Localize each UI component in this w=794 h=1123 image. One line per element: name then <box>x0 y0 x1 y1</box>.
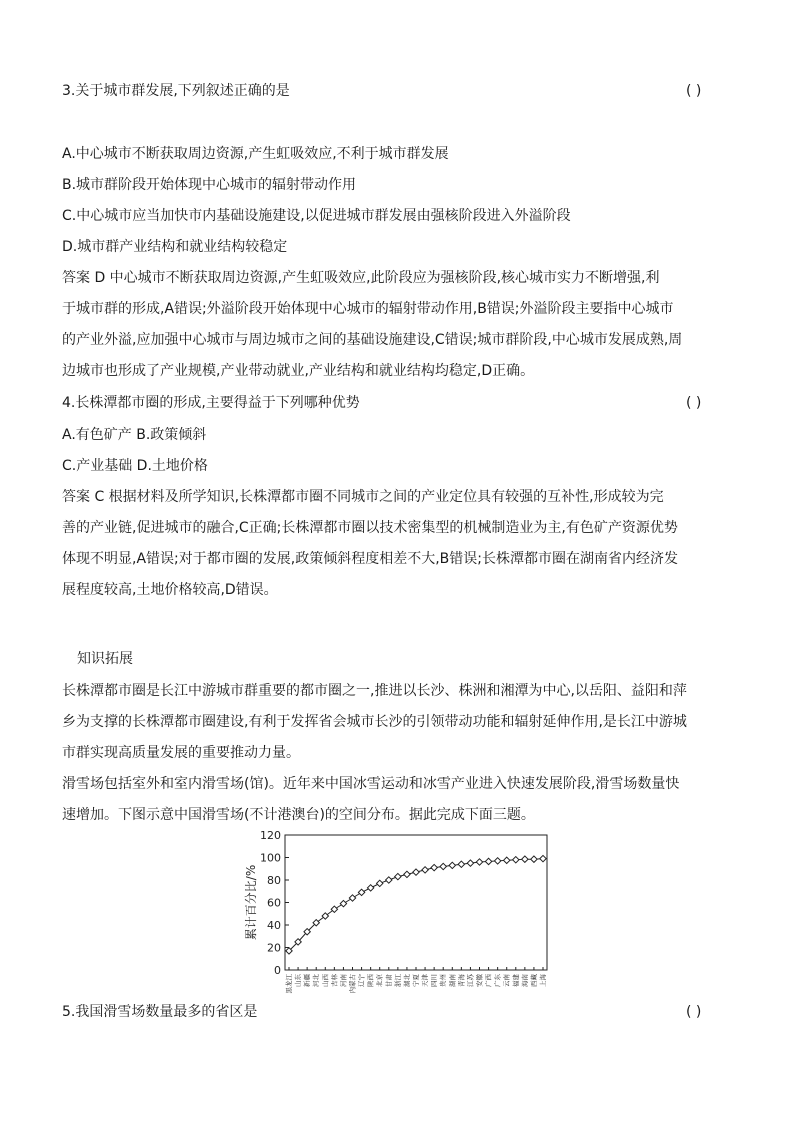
x-tick-label: 宁夏 <box>412 974 420 987</box>
data-point <box>413 869 419 875</box>
q4-answer-line: 体现不明显,A错误;对于都市圈的发展,政策倾斜程度相差不大,B错误;长株潭都市圈在湖南省内经济发 <box>62 551 678 567</box>
data-point <box>513 857 519 863</box>
data-point <box>422 867 428 873</box>
data-point <box>540 855 546 861</box>
data-point <box>340 900 346 906</box>
x-tick-label: 吉林 <box>330 974 339 987</box>
data-point <box>367 885 373 891</box>
q3-answer-paren: ( ) <box>686 83 702 99</box>
q3-option-a: A.中心城市不断获取周边资源,产生虹吸效应,不利于城市群发展 <box>62 146 449 162</box>
x-tick-label: 上海 <box>539 974 547 987</box>
q3-option-c: C.中心城市应当加快市内基础设施建设,以促进城市群发展由强核阶段进入外溢阶段 <box>62 208 571 224</box>
y-tick-label: 80 <box>267 874 281 887</box>
data-point <box>440 863 446 869</box>
material-line: 速增加。下图示意中国滑雪场(不计港澳台)的空间分布。据此完成下面三题。 <box>62 807 535 823</box>
data-point <box>494 858 500 864</box>
x-tick-label: 西藏 <box>529 974 538 987</box>
q4-options-row-2: C.产业基础 D.土地价格 <box>62 458 208 474</box>
q3-option-b: B.城市群阶段开始体现中心城市的辐射带动作用 <box>62 177 357 193</box>
q3-answer-line: 答案 D 中心城市不断获取周边资源,产生虹吸效应,此阶段应为强核阶段,核心城市实力不断增强,利 <box>62 270 660 286</box>
x-tick-label: 海南 <box>520 974 529 987</box>
x-tick-label: 云南 <box>502 974 511 987</box>
data-point <box>386 877 392 883</box>
x-tick-label: 福建 <box>511 974 520 987</box>
plot-frame <box>285 835 547 970</box>
data-point <box>395 873 401 879</box>
x-tick-label: 陕西 <box>366 974 375 987</box>
material-line: 滑雪场包括室外和室内滑雪场(馆)。近年来中国冰雪运动和冰雪产业进入快速发展阶段,滑雪场数量快 <box>62 776 680 792</box>
q4-answer-line: 答案 C 根据材料及所学知识,长株潭都市圈不同城市之间的产业定位具有较强的互补性,形成较为完 <box>62 489 664 505</box>
x-tick-label: 山西 <box>321 974 330 987</box>
x-tick-label: 新疆 <box>303 974 312 987</box>
x-tick-label: 浙江 <box>393 974 402 987</box>
x-tick-label: 河南 <box>339 974 348 987</box>
x-tick-label: 山东 <box>294 974 303 987</box>
y-tick-label: 40 <box>267 919 281 932</box>
data-point <box>531 856 537 862</box>
data-point <box>349 895 355 901</box>
data-point <box>449 862 455 868</box>
data-point <box>404 871 410 877</box>
knowledge-line: 长株潭都市圈是长江中游城市群重要的都市圈之一,推进以长沙、株洲和湘潭为中心,以岳阳、益阳和萍 <box>62 683 687 699</box>
q3-option-d: D.城市群产业结构和就业结构较稳定 <box>62 239 288 255</box>
q4-answer-line: 展程度较高,土地价格较高,D错误。 <box>62 582 278 598</box>
x-tick-label: 北京 <box>375 974 384 987</box>
data-point <box>485 858 491 864</box>
q4-answer-line: 善的产业链,促进城市的融合,C正确;长株潭都市圈以技术密集型的机械制造业为主,有色矿产资源优势 <box>62 520 678 536</box>
data-point <box>458 861 464 867</box>
x-tick-label: 甘肃 <box>384 974 393 987</box>
data-point <box>377 880 383 886</box>
data-point <box>476 859 482 865</box>
x-tick-label: 内蒙古 <box>348 974 357 994</box>
q4-stem: 4.长株潭都市圈的形成,主要得益于下列哪种优势 <box>62 395 360 411</box>
q4-answer-paren: ( ) <box>686 395 702 411</box>
data-point <box>358 889 364 895</box>
knowledge-title: 知识拓展 <box>77 651 133 667</box>
x-tick-label: 湖北 <box>402 974 411 987</box>
data-point <box>504 857 510 863</box>
x-tick-label: 湖南 <box>448 974 457 987</box>
knowledge-line: 市群实现高质量发展的重要推动力量。 <box>62 745 300 761</box>
x-tick-label: 安徽 <box>475 974 484 987</box>
knowledge-line: 乡为支撑的长株潭都市圈建设,有利于发挥省会城市长沙的引领带动功能和辐射延伸作用,是长江中游城 <box>62 714 687 730</box>
q3-answer-line: 的产业外溢,应加强中心城市与周边城市之间的基础设施建设,C错误;城市群阶段,中心城市发展成熟,周 <box>62 332 683 348</box>
x-tick-label: 青海 <box>457 974 466 987</box>
x-tick-label: 天津 <box>421 974 430 987</box>
y-tick-label: 120 <box>260 829 281 842</box>
cumulative-percentage-chart <box>240 826 560 1002</box>
x-tick-label: 贵州 <box>439 974 448 987</box>
x-tick-label: 黑龙江 <box>285 974 293 994</box>
y-tick-label: 20 <box>267 941 281 955</box>
q3-answer-line: 边城市也形成了产业规模,产业带动就业,产业结构和就业结构均稳定,D正确。 <box>62 363 535 379</box>
x-tick-label: 四川 <box>430 974 439 987</box>
data-point <box>431 864 437 870</box>
x-tick-label: 广西 <box>484 974 493 987</box>
q5-answer-paren: ( ) <box>686 1004 702 1020</box>
data-point <box>522 856 528 862</box>
x-tick-label: 河北 <box>312 974 321 987</box>
y-tick-label: 60 <box>267 896 281 910</box>
y-tick-label: 100 <box>260 851 281 865</box>
y-axis-label: 累计百分比/% <box>244 864 258 941</box>
data-point <box>467 860 473 866</box>
x-tick-label: 广东 <box>493 974 502 987</box>
q3-stem: 3.关于城市群发展,下列叙述正确的是 <box>62 83 290 99</box>
x-tick-label: 江苏 <box>466 974 475 987</box>
x-tick-label: 辽宁 <box>357 974 366 987</box>
q4-options-row-1: A.有色矿产 B.政策倾斜 <box>62 427 207 443</box>
q3-answer-line: 于城市群的形成,A错误;外溢阶段开始体现中心城市的辐射带动作用,B错误;外溢阶段主要指中心城市 <box>62 301 674 317</box>
y-tick-label: 0 <box>274 964 281 977</box>
q5-stem: 5.我国滑雪场数量最多的省区是 <box>62 1004 258 1020</box>
